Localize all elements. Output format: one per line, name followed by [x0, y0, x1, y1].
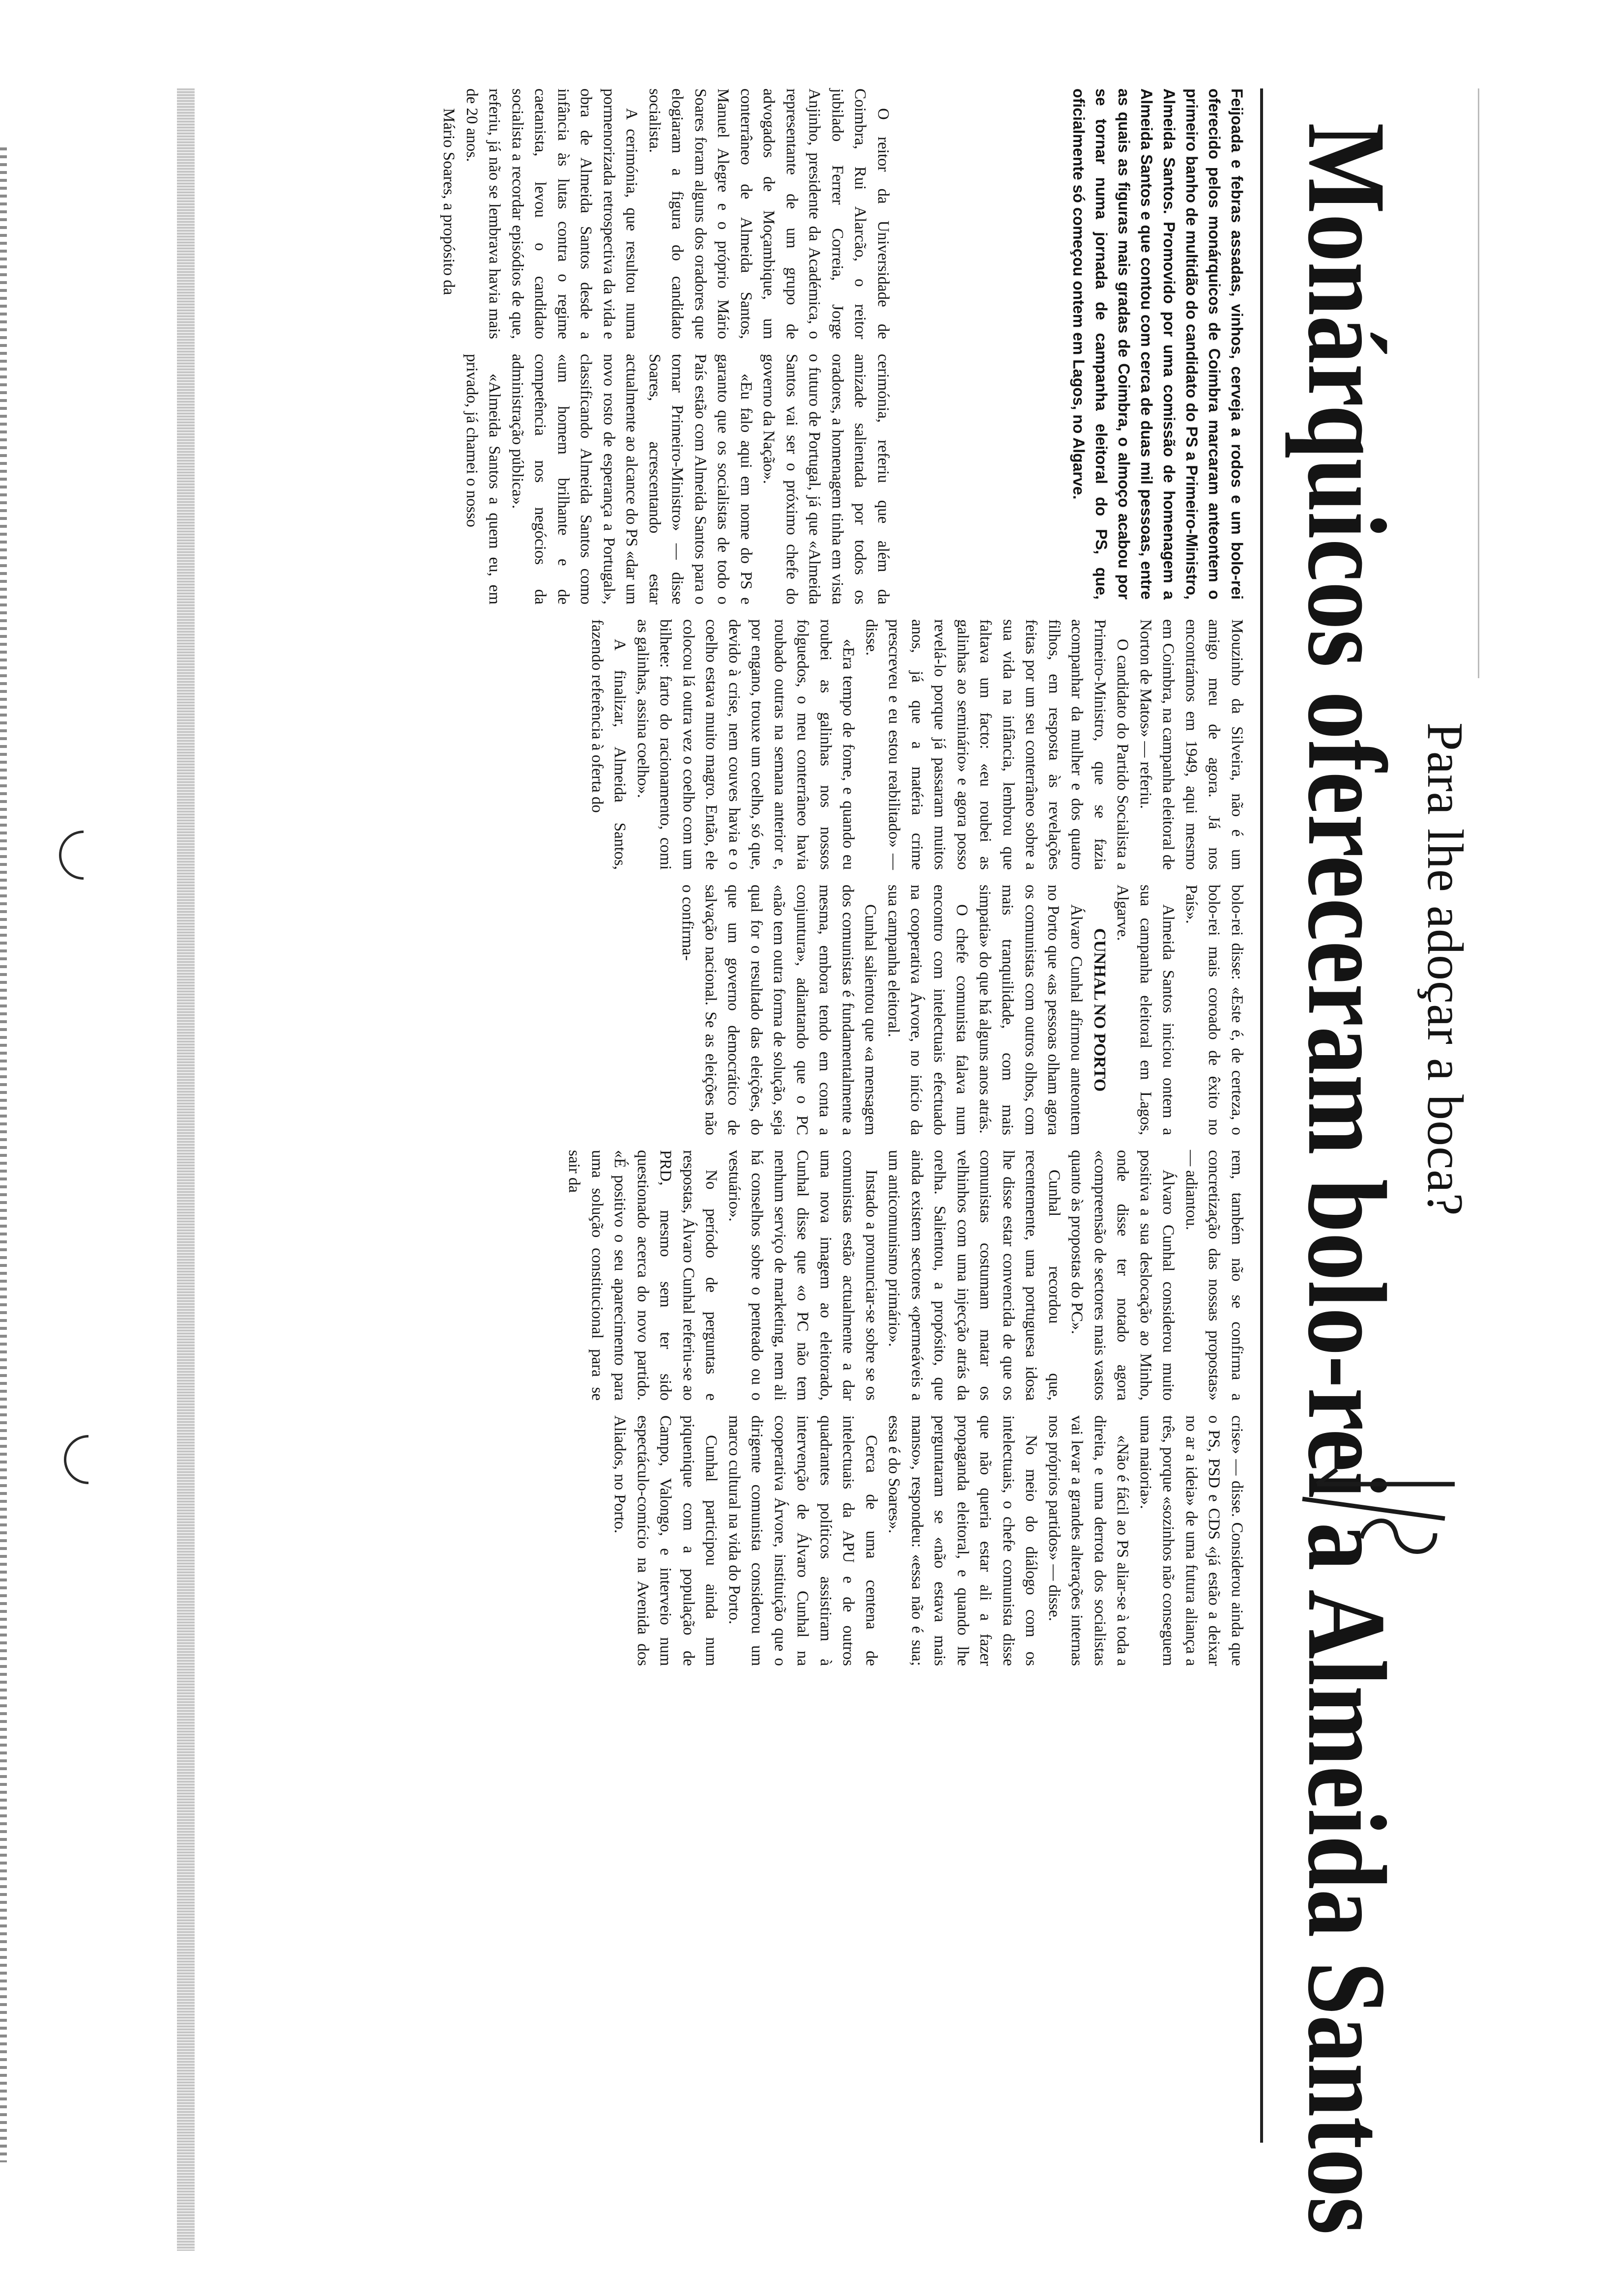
column-4: [676, 885, 1248, 1135]
paragraph: A finalizar, Almeida Santos, fazendo referência à oferta do: [588, 619, 629, 870]
paragraph: Instado a pronunciar-se sobre se os comunistas estão actualmente a dar uma nova imagem ao eleitorado, Cunhal disse que «o PC não tem nenhum serviço de marketing, nem ali há conselhos sobre o penteado ou o vestuário».: [725, 1150, 880, 1401]
paragraph: Cunhal participou ainda num piquenique com a população de Campo, Valongo, e interveio num espectáculo-comício na Avenida dos Aliados, no Porto.: [611, 1415, 720, 1666]
column-5: [563, 1150, 1248, 1401]
paragraph: Mário Soares, a propósito da: [440, 108, 458, 295]
paragraph: «Almeida Santos a quem eu, em privado, já chamei o nosso: [463, 354, 504, 604]
paragraph: Almeida Santos iniciou ontem a sua campanha eleitoral em Lagos, Algarve.: [1114, 885, 1178, 1135]
paragraph: Mouzinho da Silveira, não é um amigo meu de agora. Já nos encontrámos em 1949, aqui mesmo em Coimbra, na campanha eleitoral de Norton de Matos» — referiu.: [1137, 619, 1246, 870]
paragraph: bolo-rei disse: «Este é, de certeza, o bolo-rei mais coroado de êxito no País».: [1182, 885, 1246, 1135]
column-2: [461, 354, 895, 604]
lead-paragraph: Feijoada e febras assadas, vinhos, cerveja a rodos e um bolo-rei oferecido pelos monárquicos de Coimbra marcaram anteontem o primeiro banho de multidão do candidato do PS a Primeiro-Ministro, Almeida Santos. Promovido por uma comissão de homenagem a Almeida Santos e que contou com cerca de duas mil pessoas, entre as quais as figuras mais gradas de Coimbra, o almoço acabou por se tornar numa jornada de campanha eleitoral do PS, que, oficialmente só começou ontem em Lagos, no Algarve.: [1070, 88, 1246, 600]
paragraph: Cunhal salientou que «a mensagem dos comunistas é fundamentalmente a mesma, embora tendo em conta a conjuntura», adiantando que o PC «não tem outra forma de solução, seja qual for o resultado das eleições, do que um governo democrático de salvação nacional. Se as eleições não o confirma-: [679, 885, 880, 1135]
headline: Monárquicos ofereceram bolo-rei a Almeida Santos: [1285, 123, 1409, 2235]
paragraph: Álvaro Cunhal considerou muito positiva a sua deslocação ao Minho, onde disse ter notado agora «compreensão de sectores mais vastos quanto às propostas do PC».: [1068, 1150, 1178, 1401]
column-6: [608, 1415, 1248, 1666]
column-1: [437, 88, 894, 339]
paragraph: O reitor da Universidade de Coimbra, Rui Alarcão, o reitor jubilado Ferrer Correia, Jorge Anjinho, presidente da Académica, o representante de um grupo de advogados de Moçambique, um conterrâneo de Almeida Santos, Manuel Alegre e o próprio Mário Soares foram alguns dos oradores que elogiaram a figura do candidato socialista.: [646, 88, 892, 339]
newspaper-clipping: [103, 59, 1479, 2235]
paragraph: O candidato do Partido Socialista a Primeiro-Ministro, que se fazia acompanhar da mulher e dos quatro filhos, em resposta às revelações feitas por um seu conterrâneo sobre a sua vida na infância, lembrou que faltava um facto: «eu roubei as galinhas ao seminário» e agora posso revelá-lo porque já passaram muitos anos, já que a matéria crime prescreveu e eu estou reabilitado» — disse.: [863, 619, 1132, 870]
binding-edge: [0, 147, 7, 2162]
top-rule: [1478, 88, 1479, 678]
section-kicker: Para lhe adoçar a boca?: [1417, 722, 1473, 1216]
headline-rule: [1260, 88, 1263, 2143]
paragraph: «Eu falo aqui em nome do PS e garanto que os socialistas de todo o País estão com Almeida Santos para o tornar Primeiro-Ministro» — disse Soares, acrescentando estar actualmente ao alcance do PS «dar um novo rosto de esperança a Portugal», classificando Almeida Santos como «um homem brilhante e de competência nos negócios da administração pública».: [509, 354, 755, 604]
lead-column: [1067, 88, 1248, 600]
paragraph: «Era tempo de fome, e quando eu roubei as galinhas nos nossos folguedos, o meu conterrâneo havia roubado outras na semana anterior e, por engano, trouxe um coelho, só que, devido à crise, nem couves havia e o coelho estava muito magro. Então, ele colocou lá outra vez o coelho com um bilhete: farto do racionamento, comi as galinhas, assina coelho».: [634, 619, 858, 870]
article-body: [118, 88, 1248, 2152]
paragraph: A cerimónia, que resultou numa pormenorizada retrospectiva da vida e obra de Almeida Santos desde a infância às lutas contra o regime caetanista, levou o candidato socialista a recordar episódios de que, referiu, já não se lembrava havia mais de 20 anos.: [463, 88, 641, 339]
column-3: [586, 619, 1249, 870]
subhead: CUNHAL NO PORTO: [1091, 928, 1109, 1092]
paragraph: Álvaro Cunhal afirmou anteontem no Porto que «as pessoas olham agora os comunistas com outros olhos, com mais tranquilidade, com mais simpatia» do que há alguns anos atrás.: [976, 885, 1085, 1135]
paragraph: «Não é fácil ao PS aliar-se à toda a direita, e uma derrota dos socialistas vai levar a grandes alterações internas nos próprios partidos» — disse.: [1045, 1415, 1132, 1666]
paragraph: O chefe comunista falava num encontro com intelectuais efectuado na cooperativa Árvore, no início da sua campanha eleitoral.: [885, 885, 971, 1135]
paragraph: No meio do diálogo com os intelectuais, o chefe comunista disse que não queria estar ali a fazer propaganda eleitoral, e quando lhe perguntaram se «não estava mais manso», respondeu: «essa não é sua; essa é do Soares».: [885, 1415, 1040, 1666]
handwritten-edit-mark: [1288, 1464, 1465, 1563]
paragraph: Cunhal recordou que, recentemente, uma portuguesa idosa lhe disse estar convencida de que os comunistas costumam matar os velhinhos com uma injecção atrás da orelha. Salientou, a propósito, que ainda existem sectores «permeáveis a um anticomunismo primário».: [885, 1150, 1063, 1401]
paragraph: rem, também não se confirma a concretização das nossas propostas» — adiantou.: [1182, 1150, 1246, 1401]
paragraph: cerimónia, referiu que além da amizade salientada por todos os oradores, a homenagem tinha em vista o futuro de Portugal, já que «Almeida Santos vai ser o próximo chefe do governo da Nação».: [760, 354, 892, 604]
paragraph: No período de perguntas e respostas, Álvaro Cunhal referiu-se ao PRD, mesmo sem ter sido questionado acerca do novo partido. «É positivo o seu aparecimento para uma solução constitucional para se sair da: [565, 1150, 720, 1401]
paragraph: Cerca de uma centena de intelectuais da APU e de outros quadrantes políticos assistiram à intervenção de Álvaro Cunhal na cooperativa Árvore, instituição que o dirigente comunista considerou um marco cultural na vida do Porto.: [725, 1415, 880, 1666]
paragraph: crise» — disse. Considerou ainda que o PS, PSD e CDS «já estão a deixar no ar a ideia» de uma futura aliança a três, porque «sozinhos não conseguem uma maioria».: [1137, 1415, 1246, 1666]
